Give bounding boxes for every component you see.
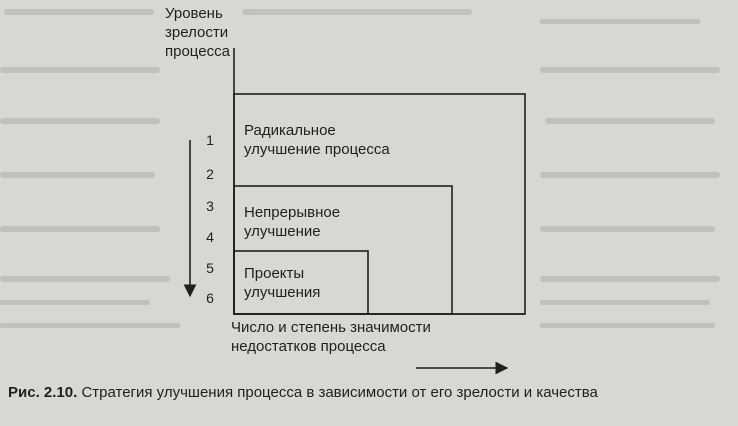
radical-improvement-label: Радикальное улучшение процесса	[244, 122, 390, 158]
maturity-level-1: 1	[206, 132, 214, 148]
maturity-level-5: 5	[206, 260, 214, 276]
improvement-projects-label: Проекты улучшения	[244, 265, 321, 301]
figure-caption-label: Рис. 2.10.	[8, 384, 78, 401]
y-axis-label: Уровень зрелости процесса	[165, 5, 230, 60]
maturity-level-3: 3	[206, 198, 214, 214]
maturity-level-4: 4	[206, 229, 214, 245]
maturity-level-2: 2	[206, 166, 214, 182]
maturity-level-6: 6	[206, 290, 214, 306]
figure-caption	[8, 384, 598, 402]
x-axis-label: Число и степень значимости недостатков процесса	[231, 319, 431, 355]
figure-caption-text: Стратегия улучшения процесса в зависимости от его зрелости и качества	[81, 384, 598, 401]
continuous-improvement-label: Непрерывное улучшение	[244, 204, 341, 240]
